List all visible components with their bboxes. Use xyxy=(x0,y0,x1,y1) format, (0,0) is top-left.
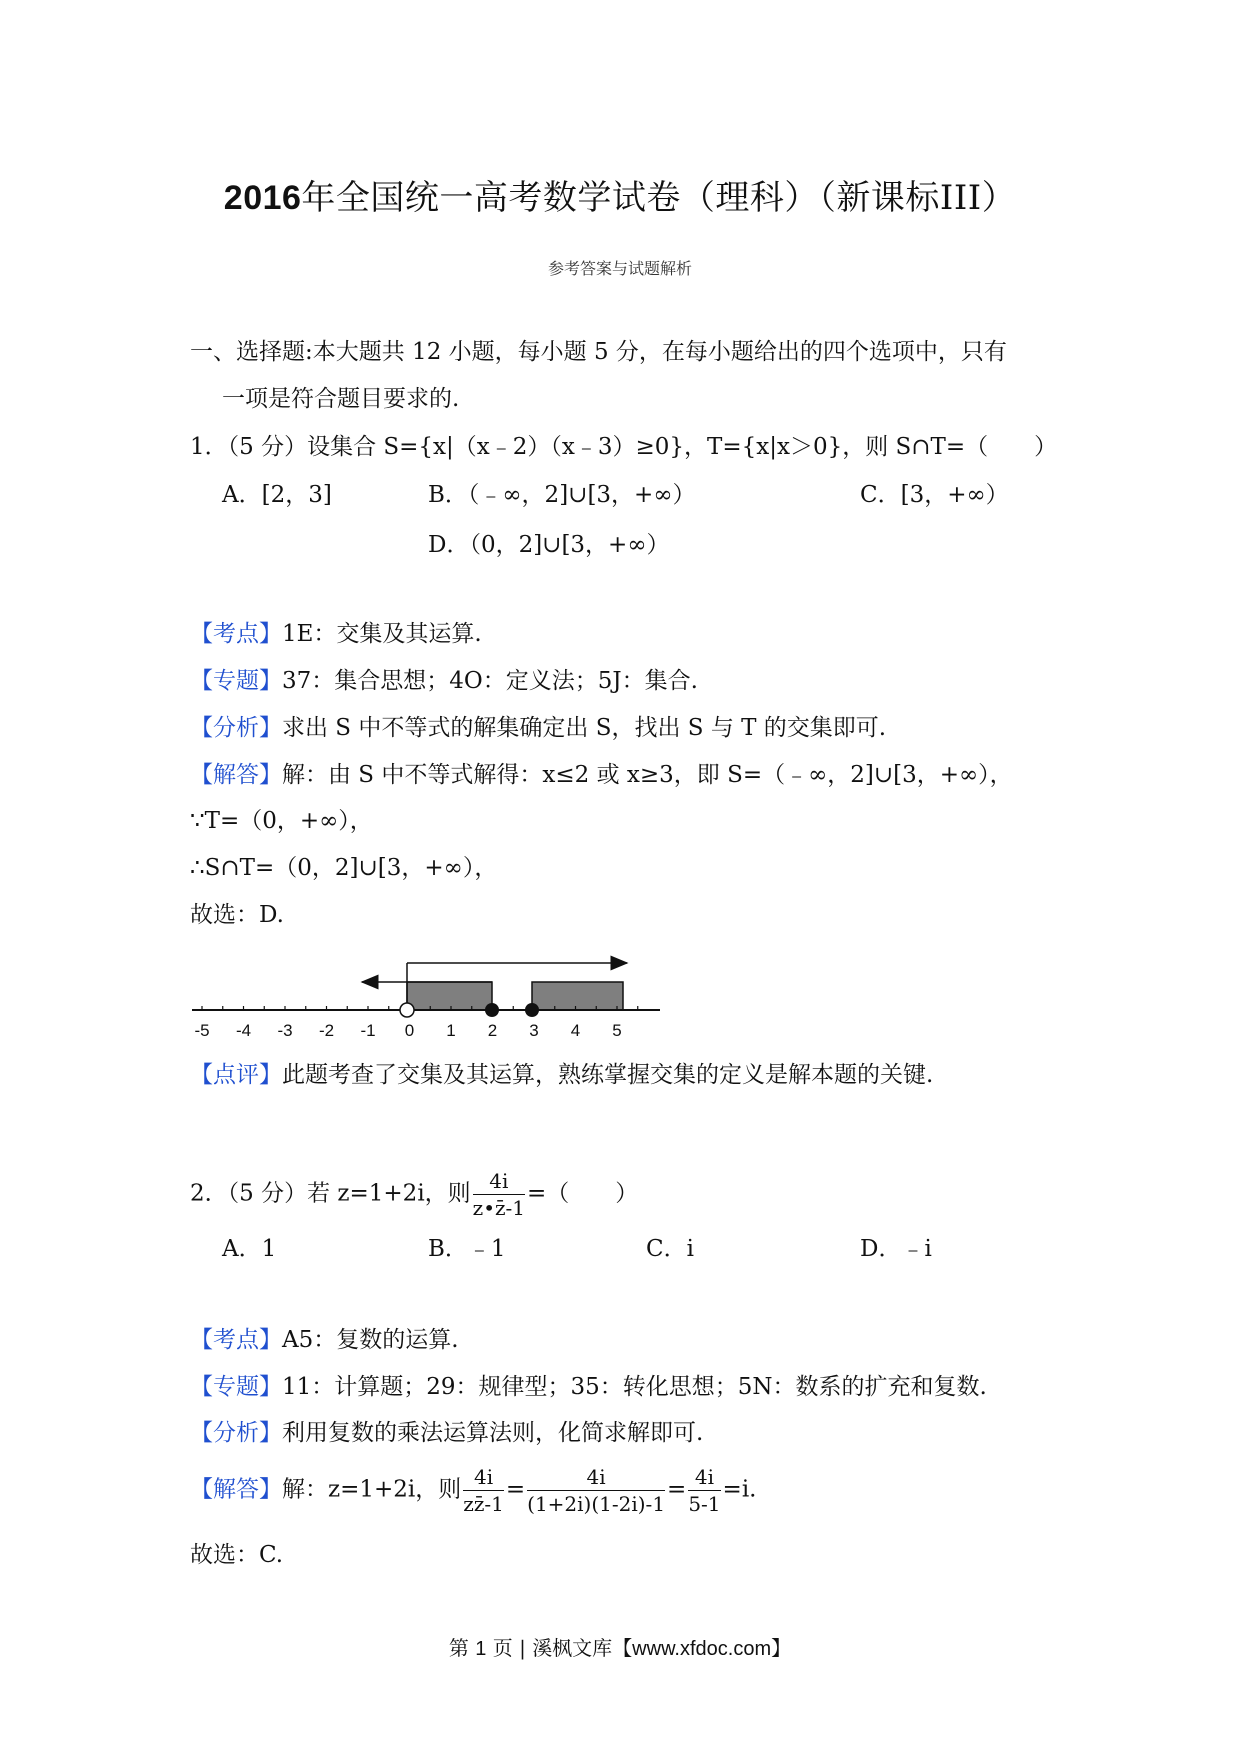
q1-step1: ∵T=（0，+∞）， xyxy=(190,808,373,834)
q1-zhuanti: 【专题】37：集合思想；4O：定义法；5J：集合. xyxy=(190,668,698,694)
closed-point-2 xyxy=(485,1003,499,1017)
axis-tick-label: -4 xyxy=(235,1021,252,1038)
q1-kaodian-tag: 【考点】 xyxy=(190,621,282,647)
section-heading-line2: 一项是符合题目要求的. xyxy=(222,386,460,412)
q1-jieda-tag: 【解答】 xyxy=(190,762,282,788)
axis-tick-label: 1 xyxy=(446,1021,456,1038)
title-text: 年全国统一高考数学试卷（理科）（新课标III） xyxy=(301,178,1017,218)
q2-fraction-1: $\frac{4i}{zz̄-1}$ xyxy=(463,1465,504,1516)
closed-point-3 xyxy=(525,1003,539,1017)
open-point-0 xyxy=(400,1003,414,1017)
q2-option-a: A．1 xyxy=(222,1236,277,1262)
q2-option-d: D．﹣i xyxy=(860,1236,932,1262)
q2-zhuanti: 【专题】11：计算题；29：规律型；35：转化思想；5N：数系的扩充和复数. xyxy=(190,1374,987,1400)
axis-tick-label: 4 xyxy=(570,1021,581,1038)
q1-option-b: B．（﹣∞，2]∪[3，+∞） xyxy=(428,482,696,508)
q2-zhuanti-tag: 【专题】 xyxy=(190,1374,282,1400)
axis-tick-label: -2 xyxy=(318,1021,335,1038)
q1-step2: ∴S∩T=（0，2]∪[3，+∞）， xyxy=(190,855,498,881)
q2-fraction-2: $\frac{4i}{(1+2i)(1-2i)-1}$ xyxy=(527,1465,666,1516)
q1-zhuanti-tag: 【专题】 xyxy=(190,668,282,694)
q1-dianping: 【点评】此题考查了交集及其运算，熟练掌握交集的定义是解本题的关键. xyxy=(190,1062,934,1088)
q1-jieda: 【解答】解：由 S 中不等式解得：x≤2 或 x≥3，即 S=（﹣∞，2]∪[3，+∞）， xyxy=(190,762,1013,788)
region-0-to-2 xyxy=(407,982,492,1010)
q2-fenxi-tag: 【分析】 xyxy=(190,1420,282,1446)
page-footer: 第 1 页 | 溪枫文库【www.xfdoc.com】 xyxy=(448,1636,792,1660)
q1-option-d: D．（0，2]∪[3，+∞） xyxy=(428,532,670,558)
q2-jieda: 【解答】解：z=1+2i，则 $\frac{4i}{zz̄-1}$ = $\frac{4i}{(1+2i)(1-2i)-1}$ = $\frac{4i}{5-1}$ =i. xyxy=(190,1465,757,1516)
q2-kaodian: 【考点】A5：复数的运算. xyxy=(190,1327,459,1353)
q2-option-c: C．i xyxy=(646,1236,694,1262)
q1-number-line xyxy=(190,948,670,1038)
q1-fenxi: 【分析】求出 S 中不等式的解集确定出 S，找出 S 与 T 的交集即可. xyxy=(190,715,887,741)
q2-stem: 2．（5 分）若 z=1+2i，则 $\frac{4i}{z•z̄-1}$ =（ ） xyxy=(190,1169,639,1220)
axis-tick-label: 2 xyxy=(487,1021,498,1038)
q1-option-a: A．[2，3] xyxy=(222,482,332,508)
q2-fenxi: 【分析】利用复数的乘法运算法则，化简求解即可. xyxy=(190,1420,704,1446)
axis-tick-label: 5 xyxy=(612,1021,622,1038)
q2-kaodian-tag: 【考点】 xyxy=(190,1327,282,1353)
footer-site: 溪枫文库 xyxy=(532,1636,613,1660)
q1-answer: 故选：D. xyxy=(190,902,284,928)
q2-fraction: $\frac{4i}{z•z̄-1}$ xyxy=(472,1169,526,1220)
footer-url[interactable]: 【www.xfdoc.com】 xyxy=(612,1638,792,1660)
q2-option-b: B．﹣1 xyxy=(428,1236,506,1262)
q1-kaodian: 【考点】1E：交集及其运算. xyxy=(190,621,482,647)
axis-tick-label: -5 xyxy=(194,1021,210,1038)
title-year: 2016 xyxy=(223,179,302,217)
page-title xyxy=(0,170,1240,219)
axis-tick-label: -1 xyxy=(360,1021,376,1038)
q1-option-c: C．[3，+∞） xyxy=(860,482,1009,508)
axis-tick-label: -3 xyxy=(277,1021,293,1038)
region-3-to-5 xyxy=(532,982,623,1010)
q2-fraction-3: $\frac{4i}{5-1}$ xyxy=(688,1465,721,1516)
q2-answer: 故选：C. xyxy=(190,1542,284,1568)
page-subtitle: 参考答案与试题解析 xyxy=(547,259,692,278)
page-number: 1 xyxy=(475,1638,487,1660)
axis-tick-label: 0 xyxy=(404,1021,415,1038)
section-heading-line1: 一、选择题:本大题共 12 小题，每小题 5 分，在每小题给出的四个选项中，只有 xyxy=(190,339,1007,365)
q1-stem: 1．（5 分）设集合 S={x|（x﹣2）（x﹣3）≥0}，T={x|x＞0}，则 S∩T=（ ） xyxy=(190,434,1058,460)
q1-dianping-tag: 【点评】 xyxy=(190,1062,282,1088)
axis-tick-label: 3 xyxy=(529,1021,539,1038)
q1-fenxi-tag: 【分析】 xyxy=(190,715,282,741)
q2-jieda-tag: 【解答】 xyxy=(190,1476,282,1503)
